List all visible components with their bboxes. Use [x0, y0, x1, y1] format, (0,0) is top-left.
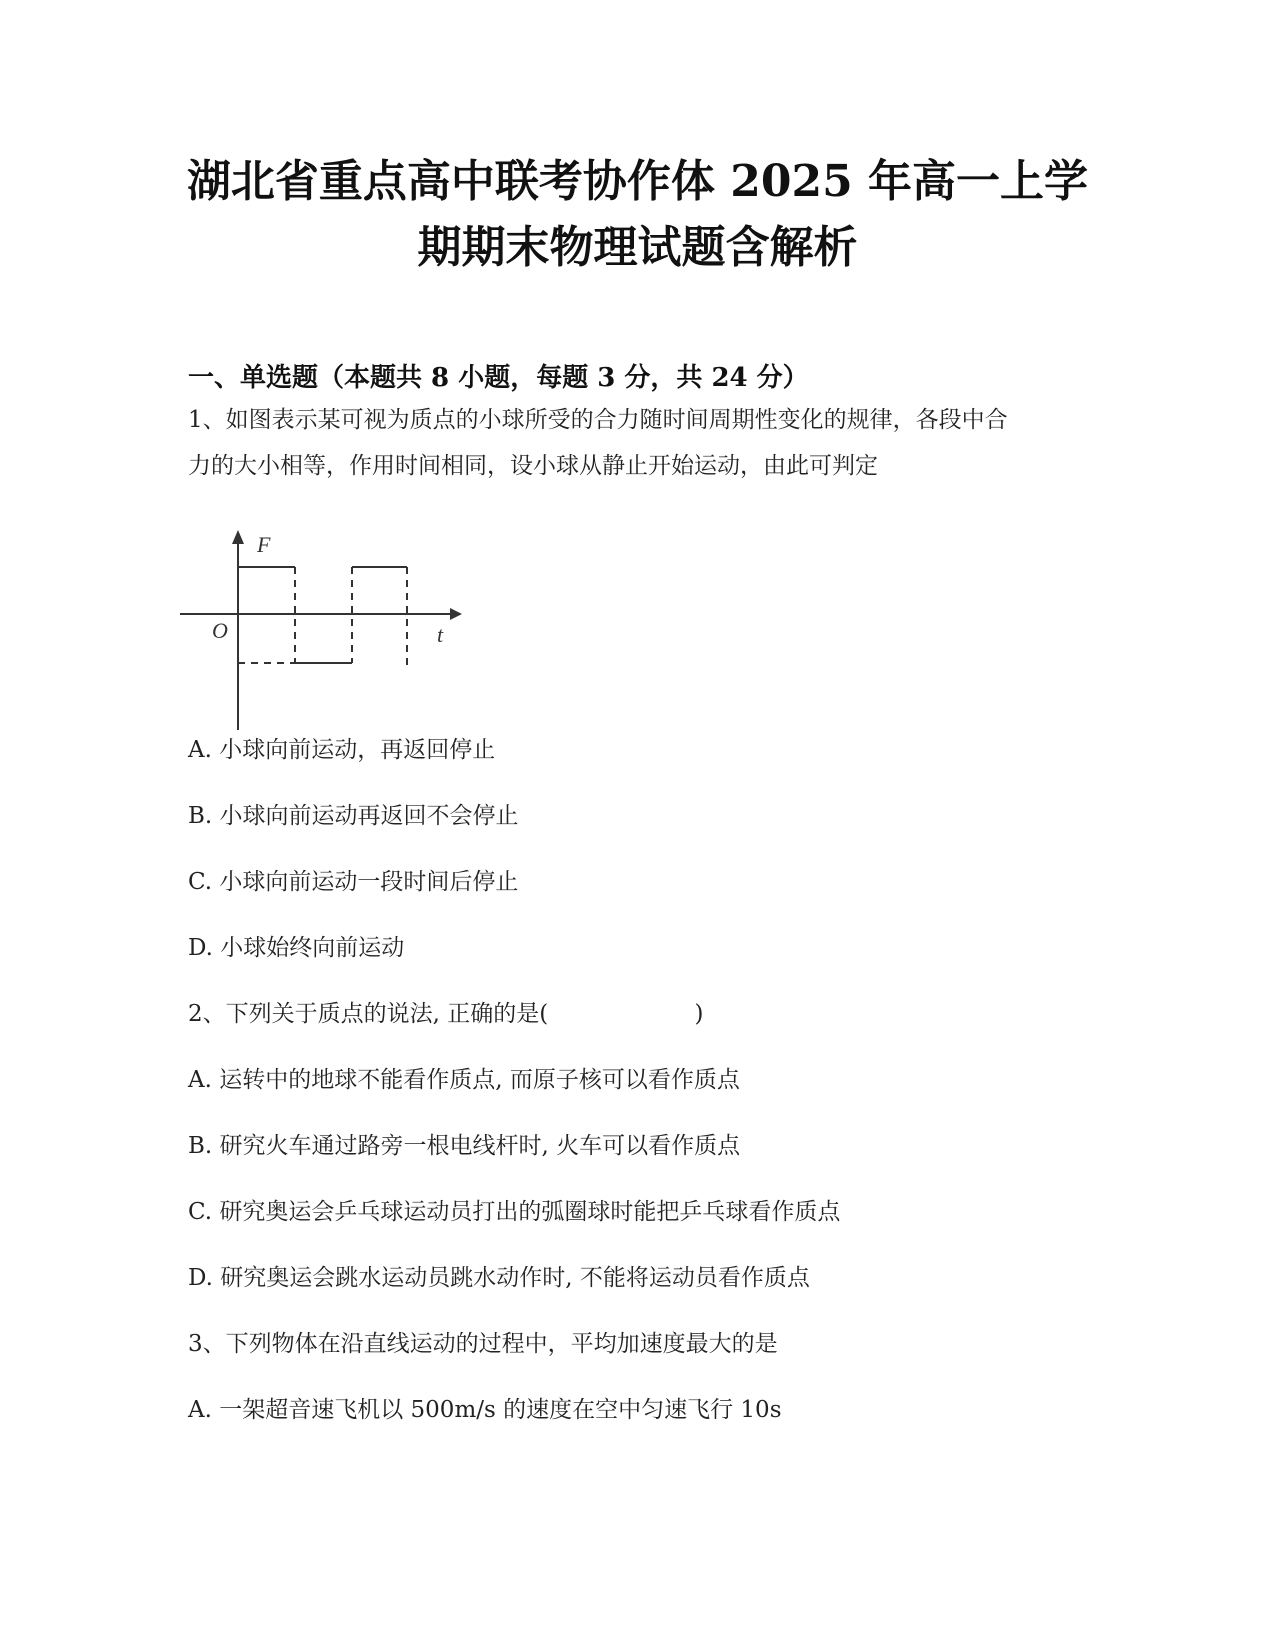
- origin-label: O: [212, 618, 228, 643]
- question-2-option-c: C. 研究奥运会乒乓球运动员打出的弧圈球时能把乒乓球看作质点: [188, 1199, 841, 1225]
- question-2-stem: 2、下列关于质点的说法, 正确的是( ): [188, 1001, 704, 1027]
- y-axis-arrow: [232, 530, 244, 544]
- question-2-option-a: A. 运转中的地球不能看作质点, 而原子核可以看作质点: [188, 1067, 740, 1093]
- force-time-graph: [180, 530, 480, 735]
- question-1-option-b: B. 小球向前运动再返回不会停止: [188, 803, 519, 829]
- question-1-option-c: C. 小球向前运动一段时间后停止: [188, 869, 519, 895]
- x-axis-arrow: [450, 608, 462, 620]
- document-title-line-1: 湖北省重点高中联考协作体 2025 年高一上学: [186, 156, 1089, 207]
- document-title-line-2: 期期末物理试题含解析: [417, 222, 858, 273]
- question-1-option-d: D. 小球始终向前运动: [188, 935, 405, 961]
- x-axis-label: t: [437, 622, 444, 647]
- question-1-option-a: A. 小球向前运动，再返回停止: [188, 737, 496, 763]
- question-2-option-b: B. 研究火车通过路旁一根电线杆时, 火车可以看作质点: [188, 1133, 741, 1159]
- question-3-stem: 3、下列物体在沿直线运动的过程中，平均加速度最大的是: [188, 1331, 778, 1357]
- question-1-stem-line-2: 力的大小相等，作用时间相同，设小球从静止开始运动，由此可判定: [188, 453, 878, 479]
- question-1-stem-line-1: 1、如图表示某可视为质点的小球所受的合力随时间周期性变化的规律，各段中合: [188, 407, 1008, 433]
- section-heading: 一、单选题（本题共 8 小题，每题 3 分，共 24 分）: [188, 363, 809, 393]
- question-3-option-a: A. 一架超音速飞机以 500m/s 的速度在空中匀速飞行 10s: [188, 1397, 782, 1423]
- y-axis-label: F: [257, 532, 271, 557]
- question-2-option-d: D. 研究奥运会跳水运动员跳水动作时, 不能将运动员看作质点: [188, 1265, 810, 1291]
